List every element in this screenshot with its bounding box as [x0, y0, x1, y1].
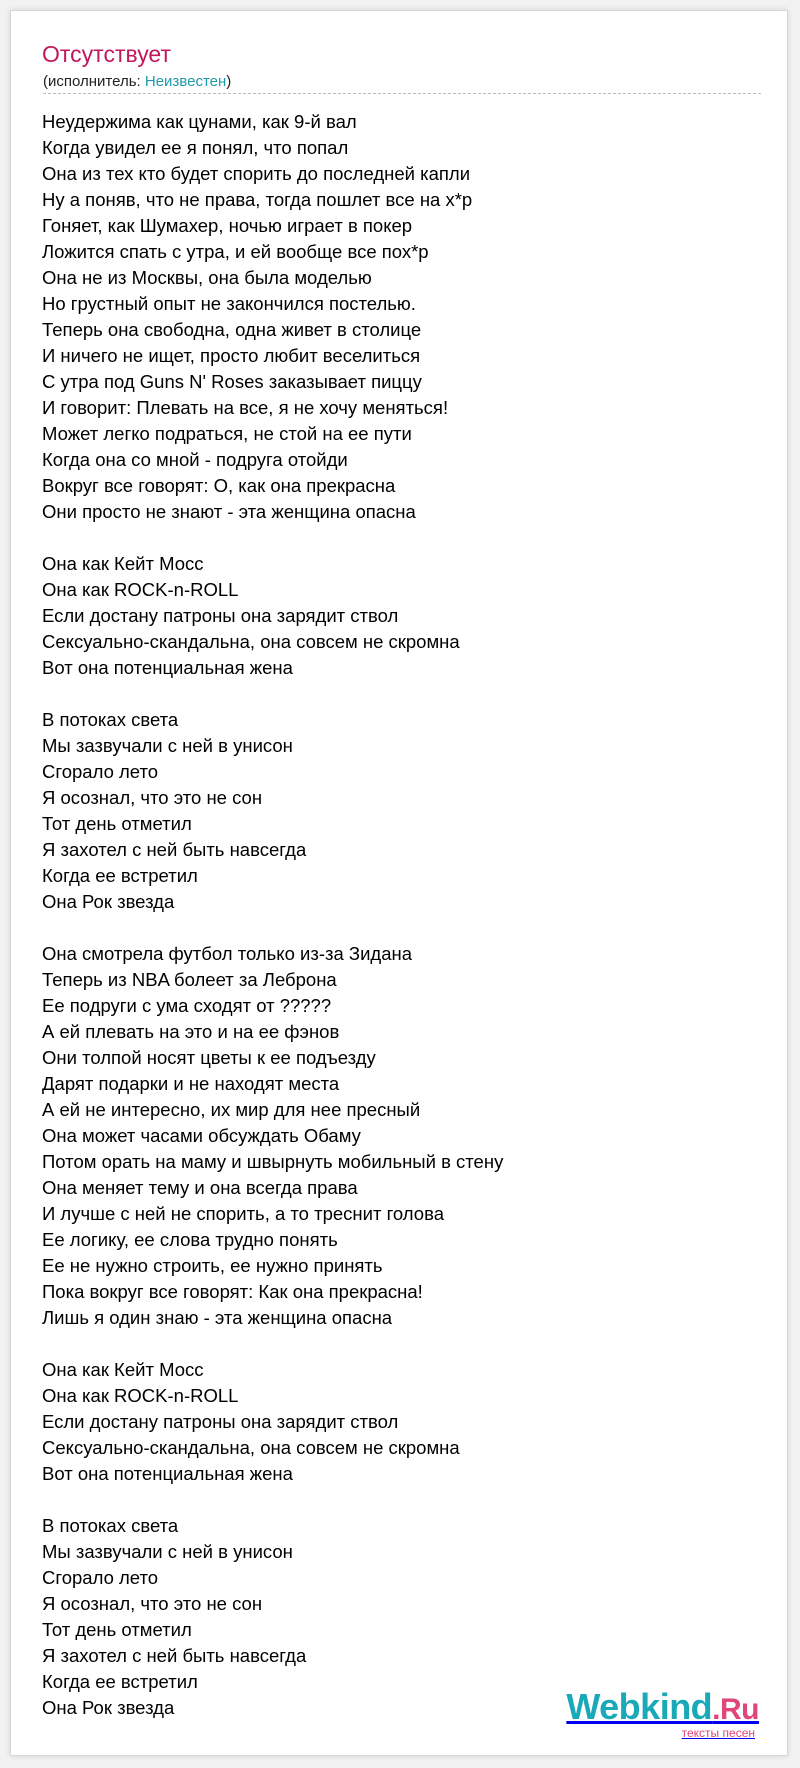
artist-prefix: (исполнитель:: [43, 73, 145, 90]
lyric-line: Когда увидел ее я понял, что попал: [42, 137, 349, 158]
lyric-line: Сексуально-скандальна, она совсем не скромна: [42, 631, 460, 652]
artist-suffix: ): [226, 73, 232, 90]
song-title: Отсутствует: [42, 41, 171, 67]
lyric-line: В потоках света: [42, 1515, 179, 1536]
logo-wordmark: [566, 1688, 759, 1729]
lyrics-card: [10, 10, 788, 1756]
lyric-line: Они просто не знают - эта женщина опасна: [42, 501, 416, 522]
lyric-line: И лучше с ней не спорить, а то треснит голова: [42, 1203, 444, 1224]
lyric-line: В потоках света: [42, 709, 179, 730]
lyric-line: Если достану патроны она зарядит ствол: [42, 1411, 399, 1432]
lyric-line: Она Рок звезда: [42, 1697, 175, 1718]
lyrics-stanza: [42, 941, 772, 1331]
lyric-line: Ее логику, ее слова трудно понять: [42, 1229, 338, 1250]
logo-tld: .Ru: [712, 1693, 759, 1726]
lyric-line: Они толпой носят цветы к ее подъезду: [42, 1047, 376, 1068]
lyric-line: Когда ее встретил: [42, 1671, 198, 1692]
lyric-line: И говорит: Плевать на все, я не хочу меняться!: [42, 397, 449, 418]
lyric-line: Она как Кейт Мосс: [42, 553, 204, 574]
lyric-line: А ей плевать на это и на ее фэнов: [42, 1021, 340, 1042]
lyric-line: Она смотрела футбол только из-за Зидана: [42, 943, 412, 964]
lyric-line: Может легко подраться, не стой на ее пути: [42, 423, 412, 444]
lyrics-stanza: [42, 707, 772, 915]
lyric-line: Я осознал, что это не сон: [42, 1593, 263, 1614]
artist-line: [43, 73, 231, 90]
lyrics-body: [42, 109, 772, 1747]
lyric-line: Когда ее встретил: [42, 865, 198, 886]
lyric-line: Мы зазвучали с ней в унисон: [42, 1541, 293, 1562]
lyric-line: Сгорало лето: [42, 1567, 159, 1588]
lyric-line: Пока вокруг все говорят: Как она прекрасна!: [42, 1281, 423, 1302]
lyrics-stanza: [42, 109, 772, 525]
lyric-line: Она Рок звезда: [42, 891, 175, 912]
lyric-line: Она как ROCK-n-ROLL: [42, 579, 239, 600]
lyric-line: Лишь я один знаю - эта женщина опасна: [42, 1307, 393, 1328]
lyrics-stanza: [42, 551, 772, 681]
lyric-line: Ну а поняв, что не права, тогда пошлет все на х*р: [42, 189, 473, 210]
lyric-line: Вот она потенциальная жена: [42, 657, 293, 678]
lyric-line: Ее подруги с ума сходят от ?????: [42, 995, 332, 1016]
lyric-line: Она как ROCK-n-ROLL: [42, 1385, 239, 1406]
lyric-line: Потом орать на маму и швырнуть мобильный в стену: [42, 1151, 504, 1172]
lyric-line: А ей не интересно, их мир для нее пресный: [42, 1099, 421, 1120]
lyric-line: Мы зазвучали с ней в унисон: [42, 735, 293, 756]
lyric-line: С утра под Guns N' Roses заказывает пиццу: [42, 371, 422, 392]
artist-link[interactable]: Неизвестен: [144, 73, 227, 90]
lyric-line: Она может часами обсуждать Обаму: [42, 1125, 361, 1146]
lyric-line: Когда она со мной - подруга отойди: [42, 449, 348, 470]
lyric-line: Дарят подарки и не находят места: [42, 1073, 340, 1094]
lyric-line: Вокруг все говорят: О, как она прекрасна: [42, 475, 396, 496]
lyric-line: Я осознал, что это не сон: [42, 787, 263, 808]
lyric-line: Если достану патроны она зарядит ствол: [42, 605, 399, 626]
logo-word: Webkind: [566, 1686, 713, 1727]
lyric-line: И ничего не ищет, просто любит веселиться: [42, 345, 421, 366]
lyric-line: Теперь она свободна, одна живет в столице: [42, 319, 422, 340]
lyric-line: Я захотел с ней быть навсегда: [42, 1645, 307, 1666]
lyric-line: Она как Кейт Мосс: [42, 1359, 204, 1380]
lyric-line: Она не из Москвы, она была моделью: [42, 267, 372, 288]
lyrics-stanza: [42, 1357, 772, 1487]
lyric-line: Она из тех кто будет спорить до последней капли: [42, 163, 471, 184]
lyric-line: Ложится спать с утра, и ей вообще все пох*р: [42, 241, 429, 262]
lyric-line: Теперь из NBA болеет за Леброна: [42, 969, 337, 990]
lyric-line: Неудержима как цунами, как 9-й вал: [42, 111, 357, 132]
lyric-line: Тот день отметил: [42, 1619, 192, 1640]
lyric-line: Сексуально-скандальна, она совсем не скромна: [42, 1437, 460, 1458]
lyric-line: Я захотел с ней быть навсегда: [42, 839, 307, 860]
title-divider: [43, 93, 761, 94]
lyric-line: Она меняет тему и она всегда права: [42, 1177, 358, 1198]
lyric-line: Гоняет, как Шумахер, ночью играет в покер: [42, 215, 413, 236]
lyric-line: Тот день отметил: [42, 813, 192, 834]
lyric-line: Ее не нужно строить, ее нужно принять: [42, 1255, 383, 1276]
lyric-line: Вот она потенциальная жена: [42, 1463, 293, 1484]
site-logo[interactable]: [566, 1688, 759, 1739]
logo-tagline: тексты песен: [681, 1726, 755, 1740]
lyric-line: Но грустный опыт не закончился постелью.: [42, 293, 416, 314]
lyric-line: Сгорало лето: [42, 761, 159, 782]
